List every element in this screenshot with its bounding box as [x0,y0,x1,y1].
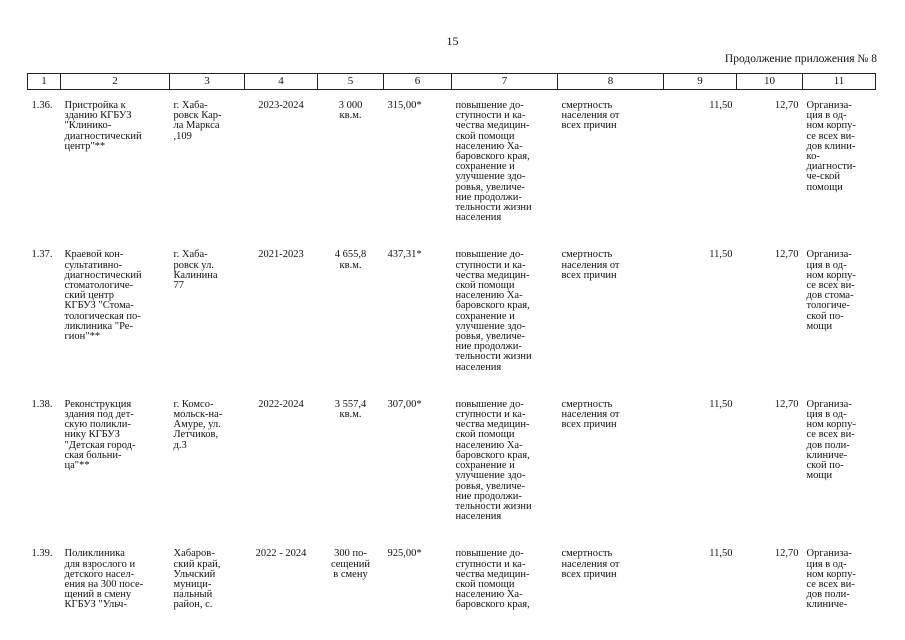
cost: 307,00* [387,398,422,410]
note: Организа- ция в од- ном корпу- се всех ви- дов стома- тологиче- ской по- мощи [806,249,856,332]
header-cell: 2 [61,74,170,90]
implementation-period: 2023-2024 [258,100,304,111]
indicator: смертность населения от всех причин [561,100,620,132]
value-base: 11,50 [709,548,733,560]
continuation-label: Продолжение приложения № 8 [724,53,877,65]
header-cell: 4 [245,74,318,90]
row-number: 1.37. [31,249,53,261]
row-number: 1.38. [31,398,53,410]
implementation-period: 2022 - 2024 [255,548,307,560]
table-row [28,538,876,626]
value-base: 11,50 [709,249,733,261]
goal: повышение до- ступности и ка- чества медицин- ской помощи населению Ха- баровского края, сохранение и улучшение здо- ровья, увеличе- ние продолжи- тельности жизни населения [455,249,532,373]
header-cell: 3 [170,74,245,90]
value-base: 11,50 [709,398,733,410]
object-name: Краевой кон- сультативно- диагностический стоматологиче- ский центр КГБУЗ "Стома- тологическая по- ликлиника "Ре- гион"** [64,249,142,343]
capacity: 3 557,4 кв.м. [334,398,367,421]
object-name: Поликлиника для взрослого и детского насел- ения на 300 посе- щений в смену КГБУЗ "Ульч- [64,548,144,611]
object-name: Пристройка к зданию КГБУЗ "Клинико- диагностический центр"** [64,100,142,152]
implementation-period: 2022-2024 [258,398,304,410]
object-address: Хабаров- ский край, Ульчский муници- пальный район, с. [173,548,221,611]
implementation-period: 2021-2023 [258,249,304,261]
header-row [28,74,876,90]
capacity: 300 по- сещений в смену [330,548,371,580]
header-cell: 6 [384,74,452,90]
goal: повышение до- ступности и ка- чества медицин- ской помощи населению Ха- баровского края, [455,548,530,611]
cost: 925,00* [387,548,422,560]
header-cell: 10 [737,74,803,90]
header-cell: 11 [803,74,876,90]
page-number: 15 [446,34,459,48]
goal: повышение до- ступности и ка- чества медицин- ской помощи населению Ха- баровского края, сохранение и улучшение здо- ровья, увеличе- ние продолжи- тельности жизни населения [455,100,532,224]
row-number: 1.36. [31,100,53,111]
object-address: г. Хаба- ровск Кар- ла Маркса ,109 [173,100,222,142]
header-cell: 7 [452,74,558,90]
cost: 315,00* [387,100,422,111]
goal: повышение до- ступности и ка- чества медицин- ской помощи населению Ха- баровского края, сохранение и улучшение здо- ровья, увеличе- ние продолжи- тельности жизни населения [455,398,532,523]
header-cell: 8 [558,74,664,90]
table-row [28,389,876,538]
header-cell: 1 [28,74,61,90]
header-cell: 9 [664,74,737,90]
value-target: 12,70 [774,548,799,560]
note: Организа- ция в од- ном корпу- се всех ви- дов поли- клиниче- ской по- мощи [806,398,856,482]
value-target: 12,70 [774,398,799,410]
table-row [28,239,876,388]
object-name: Реконструкция здания под дет- скую поликли- нику КГБУЗ "Детская город- ская больни- ца"** [64,398,136,472]
note: Организа- ция в од- ном корпу- се всех ви- дов поли- клиниче- [806,548,856,611]
object-address: г. Хаба- ровск ул. Калинина 77 [173,249,218,292]
cost: 437,31* [387,249,422,261]
value-target: 12,70 [774,100,799,111]
value-base: 11,50 [709,100,733,111]
indicator: смертность населения от всех причин [561,548,620,580]
appendix-table [27,73,876,627]
capacity: 3 000 кв.м. [338,100,363,122]
header-cell: 5 [318,74,384,90]
indicator: смертность населения от всех причин [561,398,620,431]
object-address: г. Комсо- мольск-на- Амуре, ул. Летчиков, д.3 [173,398,223,451]
indicator: смертность населения от всех причин [561,249,620,281]
table-row [28,90,876,240]
value-target: 12,70 [774,249,799,261]
capacity: 4 655,8 кв.м. [334,249,367,271]
row-number: 1.39. [31,548,53,560]
note: Организа- ция в од- ном корпу- се всех ви- дов клини- ко- диагности- че-ской помощи [806,100,856,193]
